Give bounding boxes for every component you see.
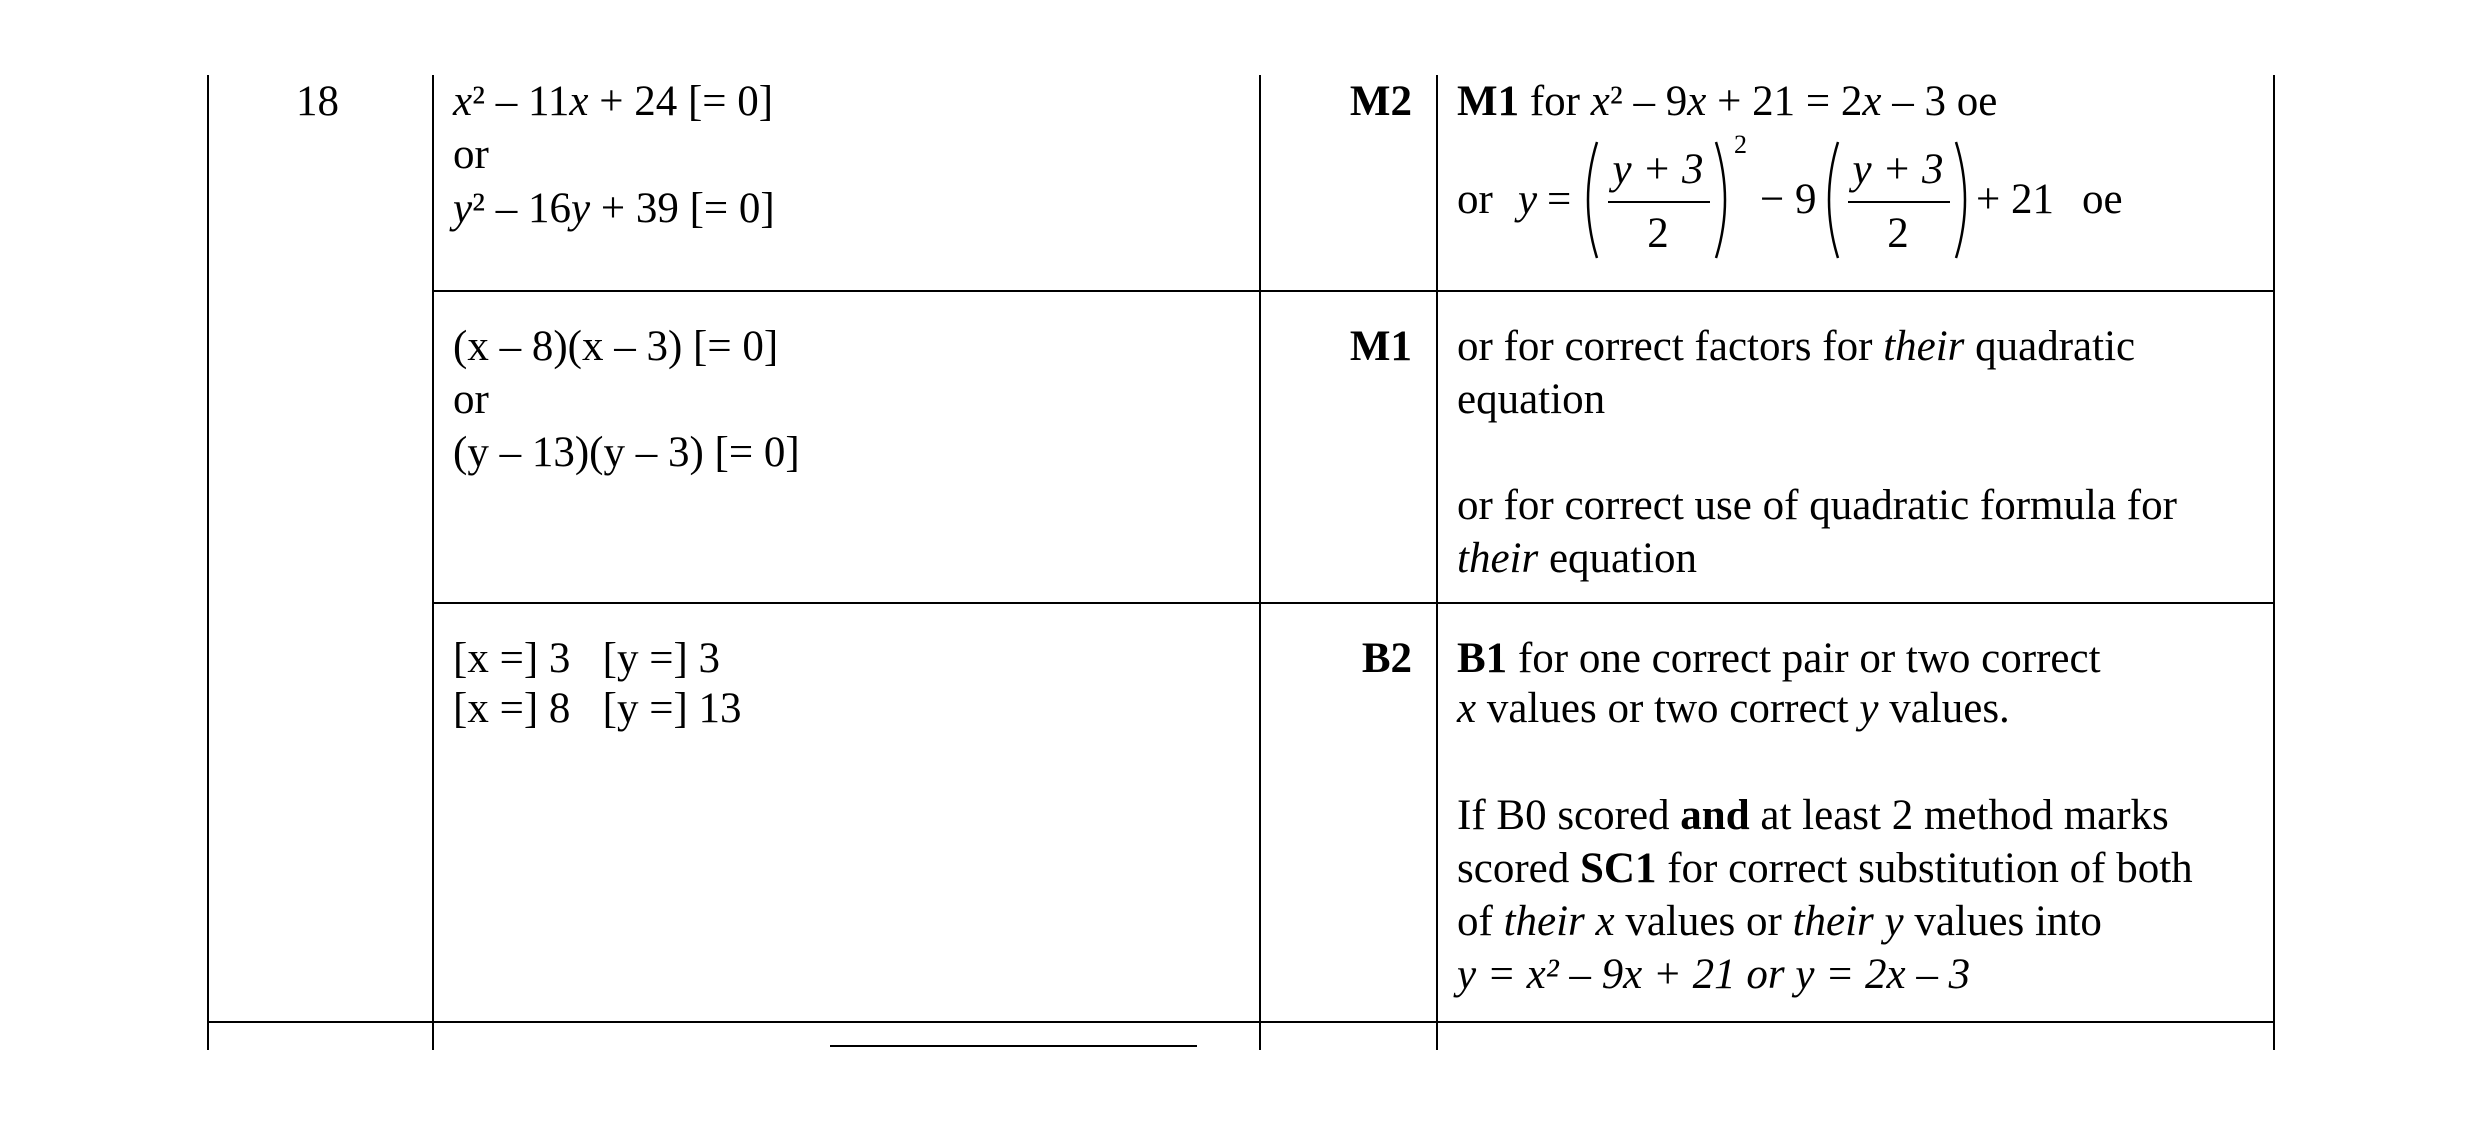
- text-fragment: + 21 = 2: [1706, 78, 1863, 125]
- formula-minus-9: − 9: [1760, 176, 1817, 223]
- formula-superscript-2: 2: [1734, 130, 1747, 159]
- row2-working-or: or: [453, 376, 489, 423]
- table-border-left: [207, 75, 209, 1050]
- row-divider-3: [207, 1021, 2275, 1023]
- row2-notes-line1: [1457, 320, 2135, 373]
- row2-notes-line2: equation: [1457, 376, 1606, 423]
- text-fragment: + 24 [= 0]: [588, 78, 774, 125]
- row2-mark: M1: [1349, 323, 1412, 370]
- var-y: y: [1518, 176, 1538, 223]
- row2-working-line1: (x – 8)(x – 3) [= 0]: [453, 323, 779, 370]
- short-rule: [830, 1045, 1197, 1047]
- emphasis: their: [1883, 323, 1965, 370]
- row3-notes-line4: [1457, 842, 2193, 895]
- mark-label: M1: [1457, 78, 1520, 125]
- row1-notes-line1: [1457, 75, 1997, 128]
- fraction-text: y + 3: [1852, 146, 1944, 193]
- text-fragment: for correct substitution of both: [1656, 845, 2193, 892]
- formula-plus-21: + 21: [1976, 176, 2055, 223]
- emphasis: and: [1680, 792, 1750, 839]
- row3-notes-line2: [1457, 682, 2010, 735]
- row1-working-line3: [453, 182, 775, 235]
- emphasis: their: [1457, 535, 1539, 582]
- text-fragment: scored: [1457, 845, 1580, 892]
- mark-label: SC1: [1579, 845, 1657, 892]
- row3-working-line1: [x =] 3 [y =] 3: [453, 635, 721, 682]
- row-divider-2: [432, 602, 2275, 604]
- var-y: y: [571, 185, 591, 232]
- row-divider-1: [432, 290, 2275, 292]
- formula-equals: =: [1547, 176, 1572, 223]
- mark-label: B1: [1457, 635, 1508, 682]
- text-fragment: equation: [1538, 535, 1698, 582]
- var-x: x: [453, 78, 473, 125]
- text-fragment: ² – 16: [472, 185, 571, 232]
- text-fragment: for one correct pair or two correct: [1507, 635, 2101, 682]
- var-x: x: [1862, 78, 1882, 125]
- var-x: x: [1590, 78, 1610, 125]
- fraction-1-bar: [1608, 201, 1710, 203]
- text-fragment: values or two correct: [1476, 685, 1860, 732]
- text-fragment: + 39 [= 0]: [590, 185, 775, 232]
- row2-notes-line3: or for correct use of quadratic formula for: [1457, 482, 2177, 529]
- formula-oe: oe: [2082, 176, 2123, 223]
- text-fragment: at least 2 method marks: [1749, 792, 2169, 839]
- row3-notes-line5: [1457, 895, 2102, 948]
- fraction-2-bar: [1848, 201, 1950, 203]
- text-fragment: ² – 9: [1609, 78, 1688, 125]
- row3-notes-line1: [1457, 632, 2101, 685]
- row2-notes-line4: [1457, 532, 1697, 585]
- text-fragment: If B0 scored: [1457, 792, 1681, 839]
- column-divider-3: [1436, 75, 1438, 1050]
- row3-mark: B2: [1361, 635, 1412, 682]
- formula-or: or: [1457, 176, 1493, 223]
- var-x: x: [569, 78, 589, 125]
- emphasis: their y: [1792, 898, 1904, 945]
- text-fragment: of: [1457, 898, 1504, 945]
- text-fragment: or for correct factors for: [1457, 323, 1884, 370]
- left-paren-2: [1818, 140, 1842, 260]
- var-y: y: [453, 185, 473, 232]
- row1-working-line1: [453, 75, 773, 128]
- var-y: y: [1859, 685, 1879, 732]
- right-paren-2: [1952, 140, 1976, 260]
- var-x: x: [1687, 78, 1707, 125]
- fraction-text: y + 3: [1612, 146, 1704, 193]
- text-fragment: ² – 11: [472, 78, 570, 125]
- fraction-1-denominator: 2: [1647, 210, 1669, 257]
- formula-y: [1518, 173, 1537, 226]
- fraction-2-numerator: [1843, 143, 1953, 196]
- text-fragment: values into: [1903, 898, 2102, 945]
- text-fragment: values or: [1614, 898, 1793, 945]
- table-border-right: [2273, 75, 2275, 1050]
- row1-mark: M2: [1349, 78, 1412, 125]
- row3-notes-line3: [1457, 789, 2169, 842]
- emphasis: their x: [1503, 898, 1615, 945]
- row3-notes-line6: y = x² – 9x + 21 or y = 2x – 3: [1457, 951, 1971, 998]
- left-paren-1: [1577, 140, 1601, 260]
- text-fragment: quadratic: [1964, 323, 2136, 370]
- question-number: 18: [296, 78, 339, 125]
- row1-working-or: or: [453, 131, 489, 178]
- fraction-2-denominator: 2: [1887, 210, 1909, 257]
- text-fragment: – 3 oe: [1881, 78, 1998, 125]
- row2-working-line3: (y – 13)(y – 3) [= 0]: [453, 429, 800, 476]
- text-fragment: values.: [1878, 685, 2010, 732]
- column-divider-2: [1259, 75, 1261, 1050]
- var-x: x: [1457, 685, 1477, 732]
- right-paren-1: [1712, 140, 1736, 260]
- row3-working-line2: [x =] 8 [y =] 13: [453, 685, 742, 732]
- column-divider-1: [432, 75, 434, 1050]
- text-fragment: for: [1519, 78, 1591, 125]
- fraction-1-numerator: [1603, 143, 1713, 196]
